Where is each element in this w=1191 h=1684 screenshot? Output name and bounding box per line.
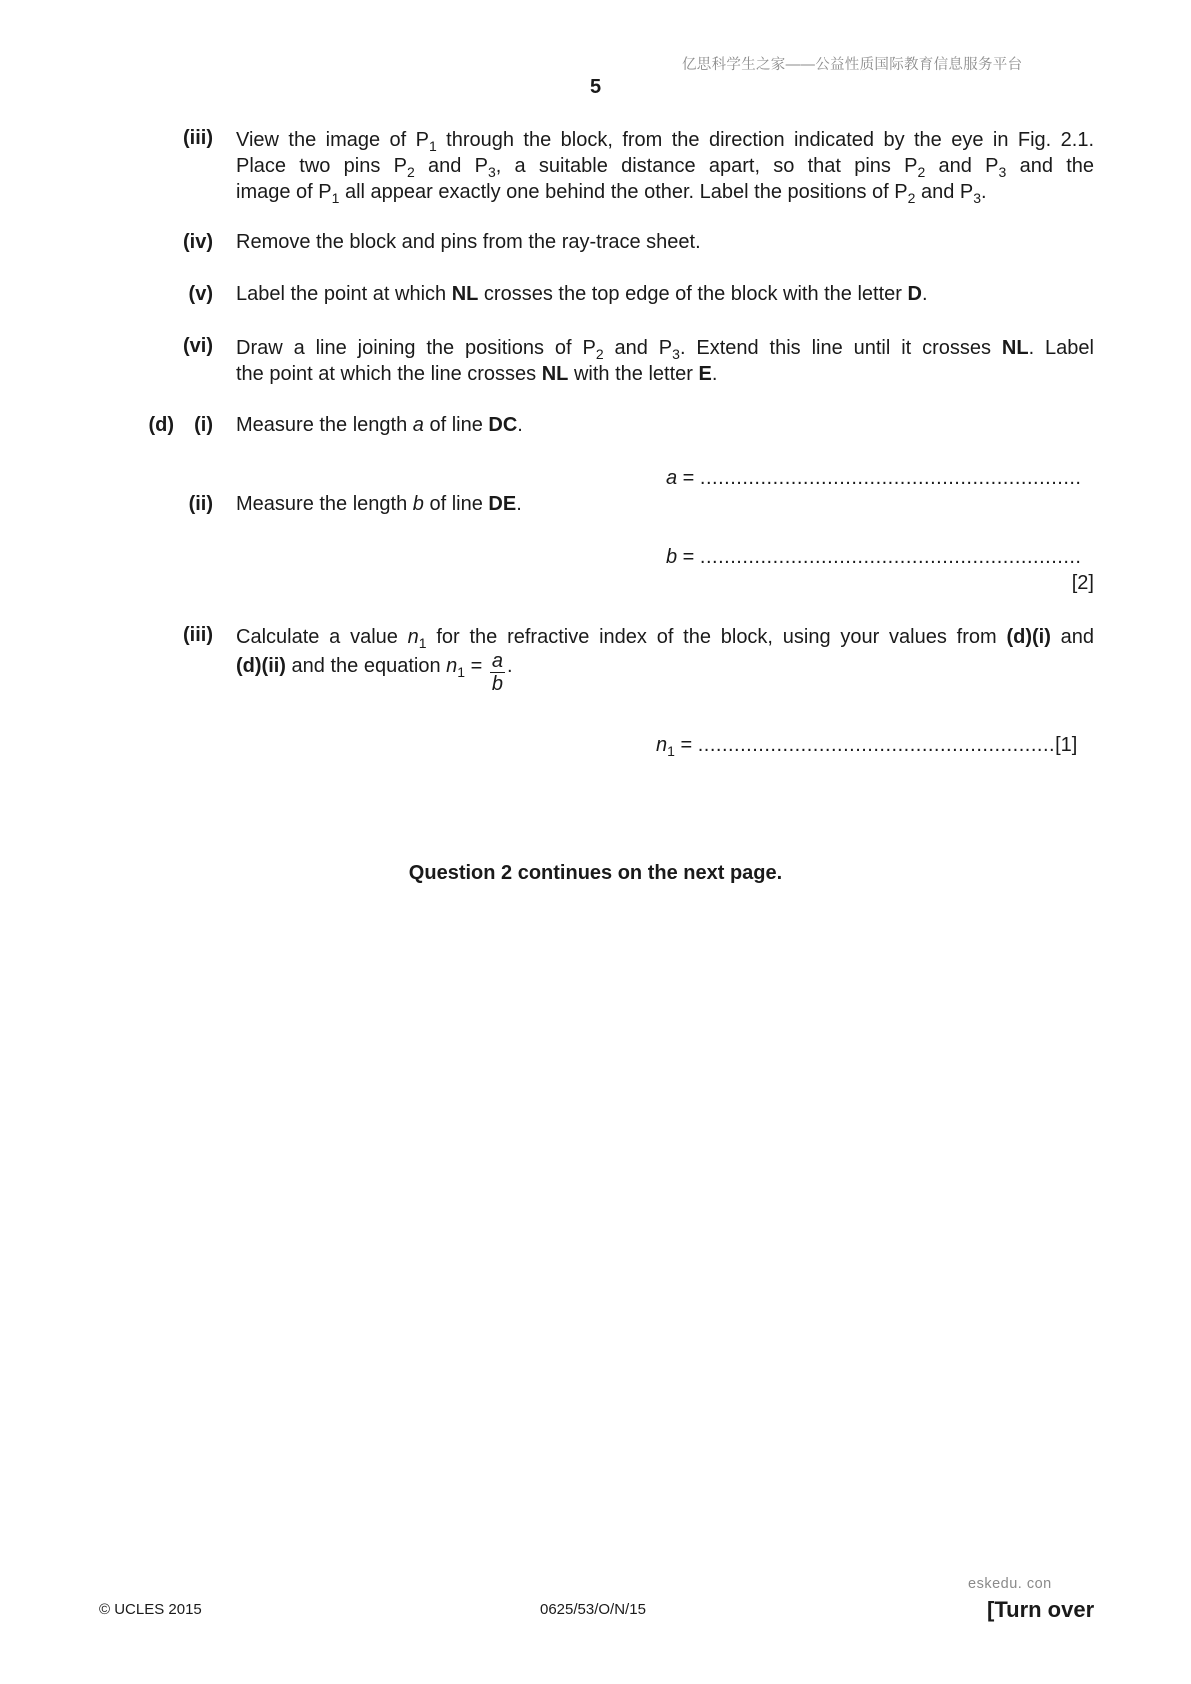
equation-fraction: $\frac{a}{b}$	[491, 650, 503, 695]
turn-over: [Turn over	[987, 1597, 1095, 1622]
item-d-ii-text: Measure the length b of line DE.	[236, 493, 522, 515]
item-label-d-iii: (iii)	[183, 624, 213, 646]
header-watermark: 亿思科学生之家——公益性质国际教育信息服务平台	[682, 57, 1023, 73]
item-label-d-i: (i)	[194, 414, 213, 436]
continues-note: Question 2 continues on the next page.	[408, 862, 783, 884]
page-number: 5	[589, 76, 602, 98]
item-label-v: (v)	[188, 283, 213, 305]
item-iv-text: Remove the block and pins from the ray-trace sheet.	[236, 231, 701, 253]
footer-watermark: eskedu. con	[968, 1576, 1052, 1592]
answer-line-n1[interactable]: $n_1 = ...........................................................[1]$	[656, 734, 1078, 759]
item-label-vi: (vi)	[183, 335, 213, 357]
answer-line-b[interactable]: b = ...............................................................	[666, 546, 1082, 568]
answer-line-a[interactable]: a = ...............................................................	[666, 467, 1082, 489]
mark-2: [2]	[1071, 572, 1094, 594]
item-label-d-ii: (ii)	[188, 493, 213, 515]
item-d-i-text: Measure the length a of line DC.	[236, 414, 523, 436]
mark-1: [1]	[1055, 734, 1078, 756]
part-label-d: (d)	[148, 414, 174, 436]
item-vi-text: Draw a line joining the positions of $P_2$ and $P_3$. Extend this line until it crosses NL. Label the point at which the line crosses NL with the letter E.	[236, 337, 1094, 385]
item-v-text: Label the point at which NL crosses the top edge of the block with the letter D.	[236, 283, 928, 305]
item-d-iii-text: Calculate a value $n_1$ for the refractive index of the block, using your values from (d)(i) and (d)(ii) and the equation $n_1$ = $\frac{a}{b}$ .	[236, 626, 1095, 695]
item-label-iv: (iv)	[183, 231, 213, 253]
footer-code: 0625/53/O/N/15	[540, 1601, 646, 1618]
footer-copyright: © UCLES 2015	[99, 1601, 202, 1618]
item-label-iii: (iii)	[183, 127, 213, 149]
item-iii-text: View the image of $P_1$ through the block, from the direction indicated by the eye in Fig. 2.1. Place two pins $P_2$ and $P_3$, a suitable distance apart, so that pins $P_2$ and $P_3$ and the image of $P_1$ all appear exactly one behind the other. Label the positions of $P_2$ and $P_3$.	[236, 129, 1094, 206]
